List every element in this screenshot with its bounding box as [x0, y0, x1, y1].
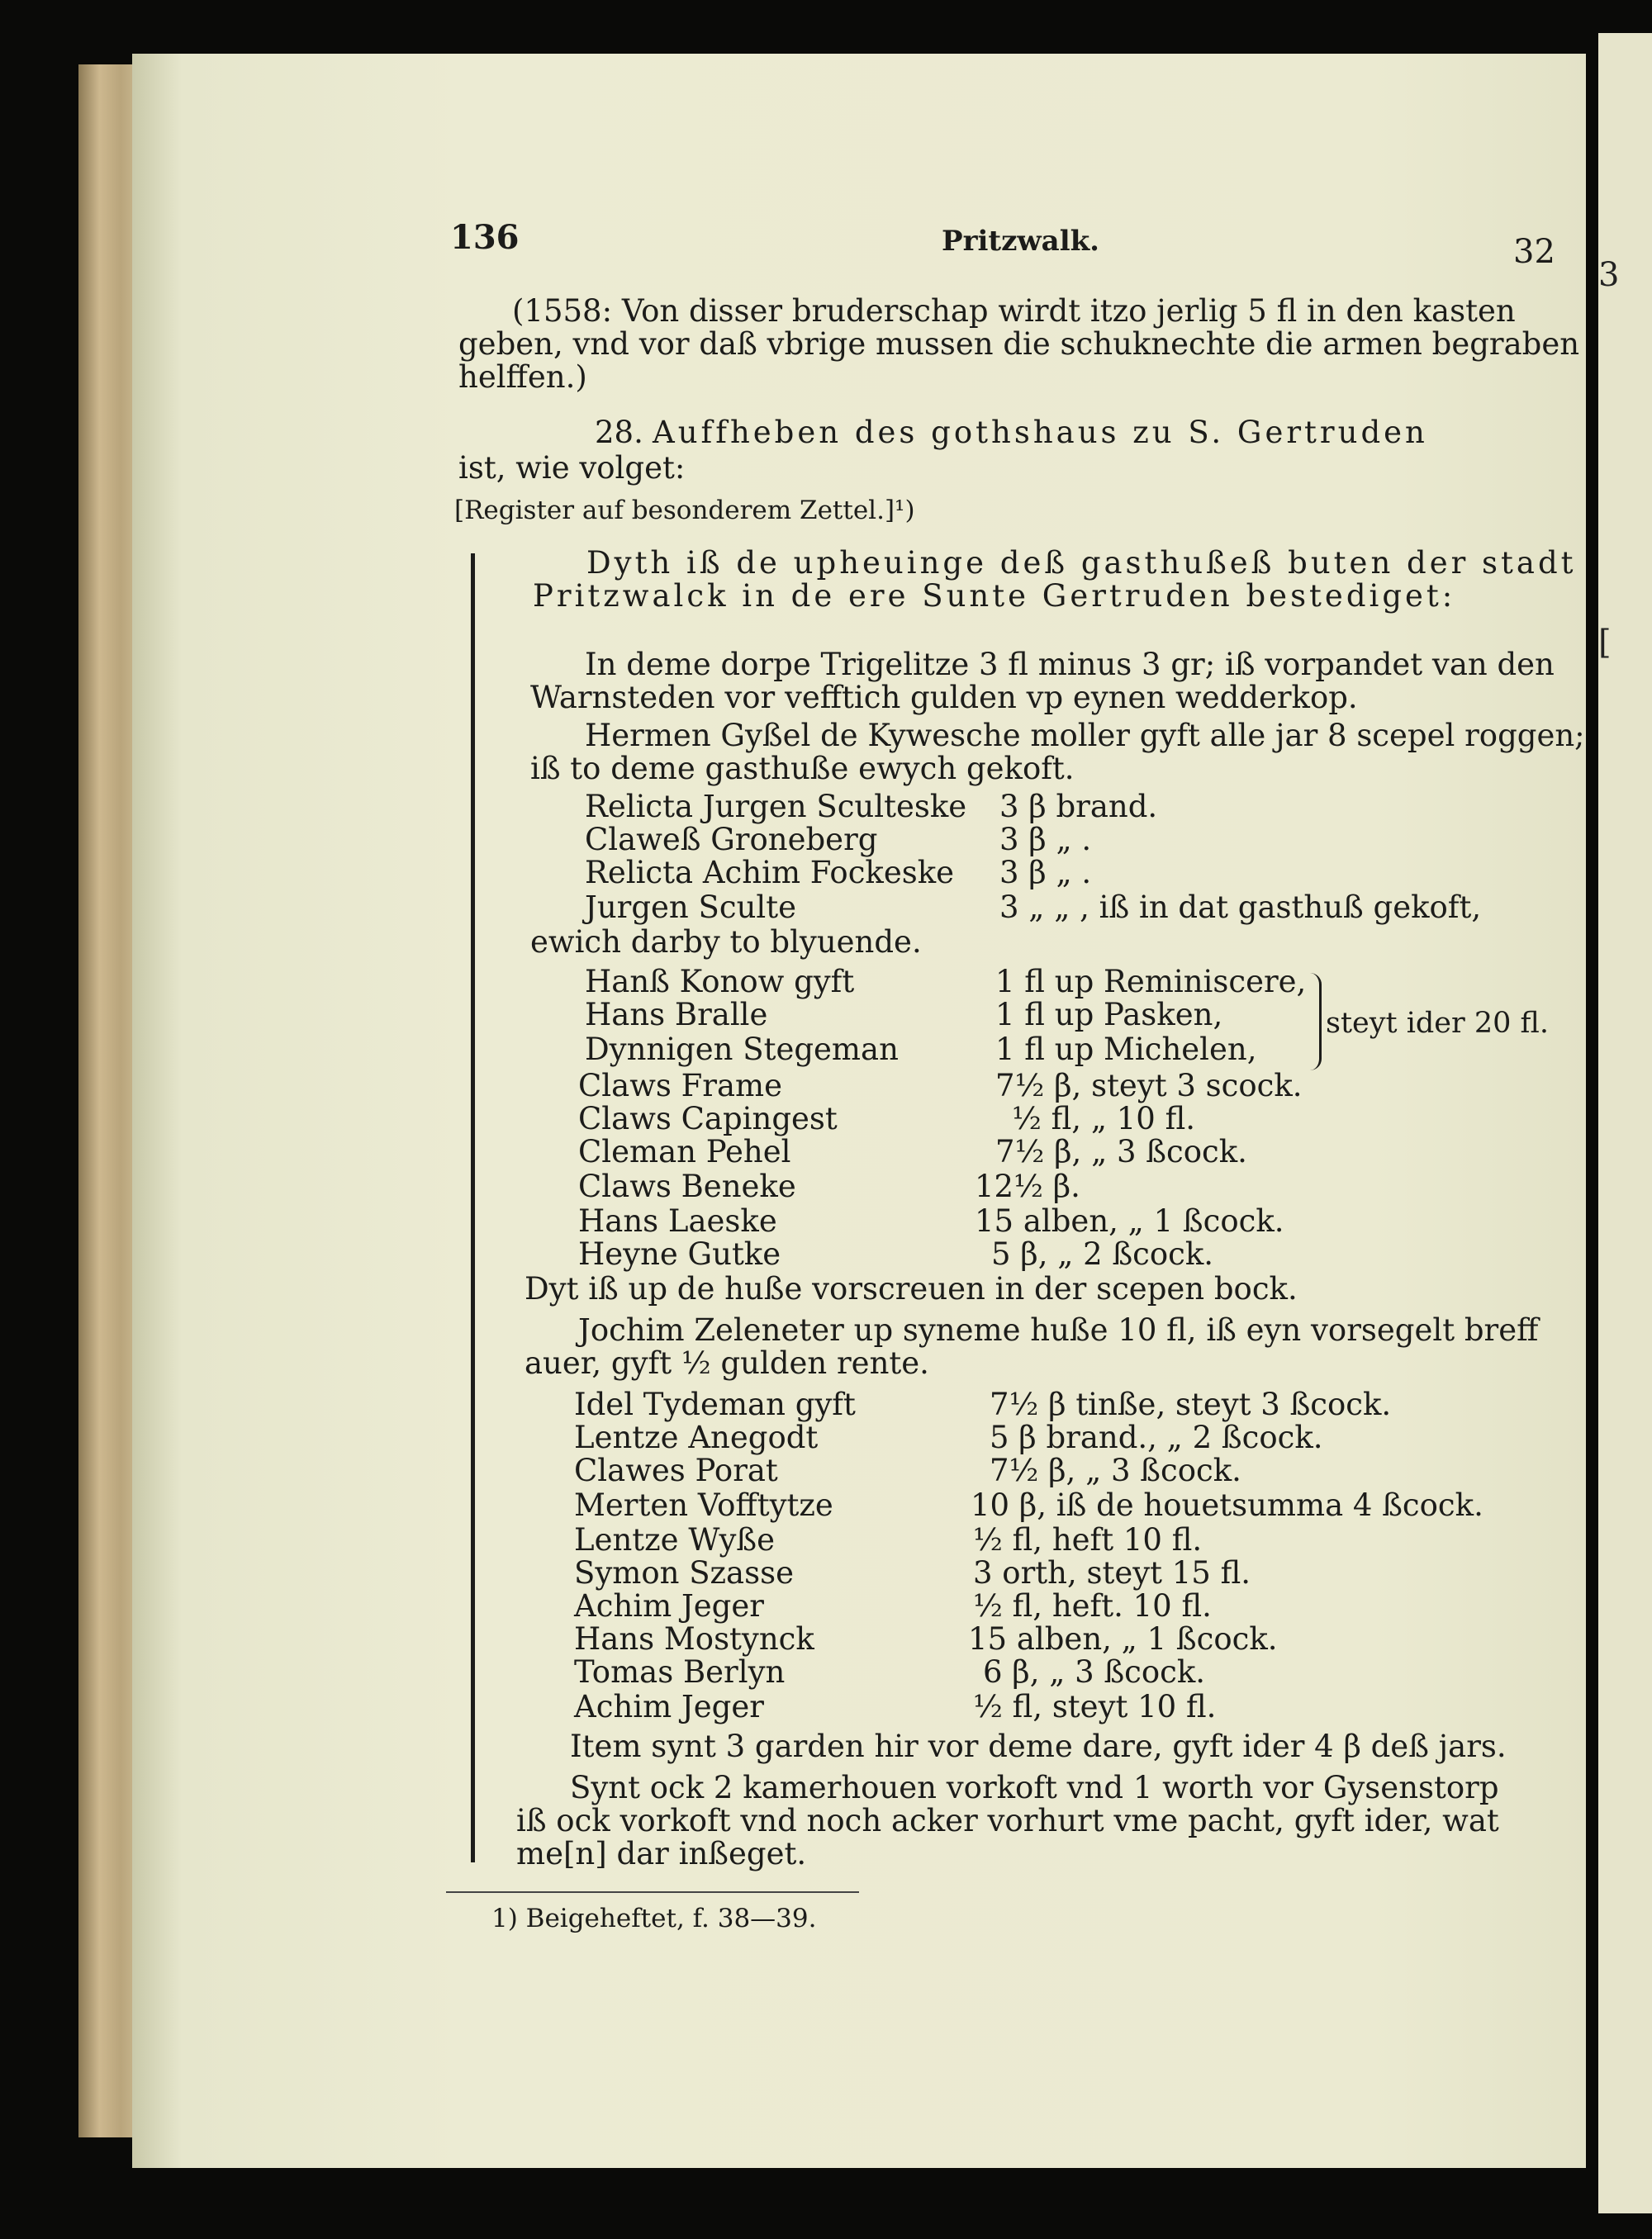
entry-name: Symon Szasse: [574, 1555, 794, 1591]
entry-amount: 6 β, „ 3 ßcock.: [983, 1654, 1206, 1690]
entry-amount: 5 β, „ 2 ßcock.: [991, 1236, 1214, 1272]
paragraph-line: Synt ock 2 kamerhouen vorkoft vnd 1 worth vor Gysenstorp: [570, 1770, 1499, 1805]
intro-line: helffen.): [458, 359, 587, 395]
book-page: [132, 54, 1586, 2168]
entry-name: Clawes Porat: [574, 1453, 778, 1488]
paragraph-line: Warnsteden vor vefftich gulden vp eynen wedderkop.: [530, 680, 1358, 715]
entry-name: Relicta Achim Fockeske: [585, 855, 955, 890]
entry-amount: ½ fl, steyt 10 fl.: [973, 1689, 1217, 1724]
entry-amount: 7½ β, „ 3 ßcock.: [990, 1453, 1241, 1488]
entry-amount: 7½ β, steyt 3 scock.: [995, 1068, 1303, 1103]
document-title-line: Pritzwalck in de ere Sunte Gertruden bestediget:: [533, 578, 1456, 614]
entry-amount: 3 orth, steyt 15 fl.: [973, 1555, 1251, 1591]
entry-name: Claws Capingest: [578, 1101, 838, 1136]
entry-amount: 1 fl up Michelen,: [995, 1032, 1257, 1067]
brace-note: steyt ider 20 fl.: [1326, 1007, 1550, 1040]
entry-name: Claws Frame: [578, 1068, 783, 1103]
intro-line: geben, vnd vor daß vbrige mussen die schuknechte die armen begraben: [458, 326, 1580, 362]
folio-number: 32: [1513, 233, 1555, 271]
paragraph-line: In deme dorpe Trigelitze 3 fl minus 3 gr; iß vorpandet van den: [585, 647, 1555, 682]
entry-name: Achim Jeger: [574, 1588, 764, 1624]
entry-amount: 15 alben, „ 1 ßcock.: [975, 1203, 1284, 1239]
document-title-line: Dyth iß de upheuinge deß gasthußeß buten der stadt: [586, 545, 1577, 581]
entry-amount: 1 fl up Reminiscere,: [995, 964, 1307, 999]
entry-name: Achim Jeger: [574, 1689, 764, 1724]
footnote-rule: [446, 1891, 859, 1893]
entry-name: Merten Vofftytze: [574, 1487, 833, 1523]
paragraph-line: Item synt 3 garden hir vor deme dare, gyft ider 4 β deß jars.: [570, 1729, 1507, 1764]
adjacent-page-char: [: [1598, 624, 1612, 662]
entry-name: Idel Tydeman gyft: [574, 1387, 856, 1422]
margin-rule: [471, 553, 475, 1862]
entry-name: Hans Bralle: [585, 997, 768, 1032]
section-number: 28.: [595, 415, 643, 450]
entry-name: Cleman Pehel: [578, 1134, 791, 1169]
section-continuation: ist, wie volget:: [458, 450, 686, 486]
entry-name: Claws Beneke: [578, 1169, 796, 1204]
brace: [1301, 973, 1322, 1070]
entry-amount: 10 β, iß de houetsumma 4 ßcock.: [971, 1487, 1483, 1523]
entry-name: Dynnigen Stegeman: [585, 1032, 899, 1067]
entry-amount: 7½ β, „ 3 ßcock.: [995, 1134, 1247, 1169]
paragraph-line: iß to deme gasthuße ewych gekoft.: [530, 751, 1075, 786]
entry-name: Hans Laeske: [578, 1203, 777, 1239]
adjacent-page-char: 3: [1598, 256, 1620, 294]
entry-amount: 3 β „ .: [999, 822, 1092, 857]
entry-name: Lentze Wyße: [574, 1522, 776, 1558]
entry-amount: ½ fl, heft. 10 fl.: [973, 1588, 1212, 1624]
paragraph-line: Hermen Gyßel de Kywesche moller gyft alle jar 8 scepel roggen;: [585, 718, 1585, 753]
entry-amount: 3 „ „ , iß in dat gasthuß gekoft,: [999, 889, 1482, 925]
section-heading: Auffheben des gothshaus zu S. Gertruden: [653, 415, 1428, 450]
paragraph-line: Jochim Zeleneter up syneme huße 10 fl, iß eyn vorsegelt breff: [578, 1312, 1539, 1348]
entry-name: Claweß Groneberg: [585, 822, 878, 857]
paragraph-line: Dyt iß up de huße vorscreuen in der scepen bock.: [525, 1271, 1298, 1307]
entry-amount: 12½ β.: [975, 1169, 1080, 1204]
entry-name: Tomas Berlyn: [574, 1654, 786, 1690]
entry-name: Lentze Anegodt: [574, 1420, 819, 1455]
paragraph-line: ewich darby to blyuende.: [530, 924, 922, 960]
entry-name: Hanß Konow gyft: [585, 964, 855, 999]
footnote: 1) Beigeheftet, f. 38—39.: [491, 1904, 817, 1933]
paragraph-line: iß ock vorkoft vnd noch acker vorhurt vme pacht, gyft ider, wat: [516, 1803, 1499, 1838]
entry-name: Jurgen Sculte: [585, 889, 797, 925]
entry-amount: ½ fl, „ 10 fl.: [1012, 1101, 1196, 1136]
register-note: [Register auf besonderem Zettel.]¹): [454, 496, 915, 525]
entry-amount: 5 β brand., „ 2 ßcock.: [990, 1420, 1323, 1455]
page-number: 136: [450, 218, 520, 257]
intro-line: (1558: Von disser bruderschap wirdt itzo jerlig 5 fl in den kasten: [512, 293, 1516, 329]
entry-amount: 15 alben, „ 1 ßcock.: [968, 1621, 1278, 1657]
paragraph-line: me[n] dar inßeget.: [516, 1836, 807, 1871]
adjacent-page-edge: [1598, 33, 1652, 2213]
entry-name: Relicta Jurgen Sculteske: [585, 789, 967, 824]
entry-name: Heyne Gutke: [578, 1236, 781, 1272]
entry-amount: ½ fl, heft 10 fl.: [973, 1522, 1203, 1558]
entry-amount: 3 β „ .: [999, 855, 1092, 890]
paragraph-line: auer, gyft ½ gulden rente.: [525, 1345, 929, 1381]
entry-amount: 1 fl up Pasken,: [995, 997, 1223, 1032]
entry-name: Hans Mostynck: [574, 1621, 814, 1657]
entry-amount: 7½ β tinße, steyt 3 ßcock.: [990, 1387, 1392, 1422]
entry-amount: 3 β brand.: [999, 789, 1158, 824]
running-title: Pritzwalk.: [942, 225, 1100, 258]
